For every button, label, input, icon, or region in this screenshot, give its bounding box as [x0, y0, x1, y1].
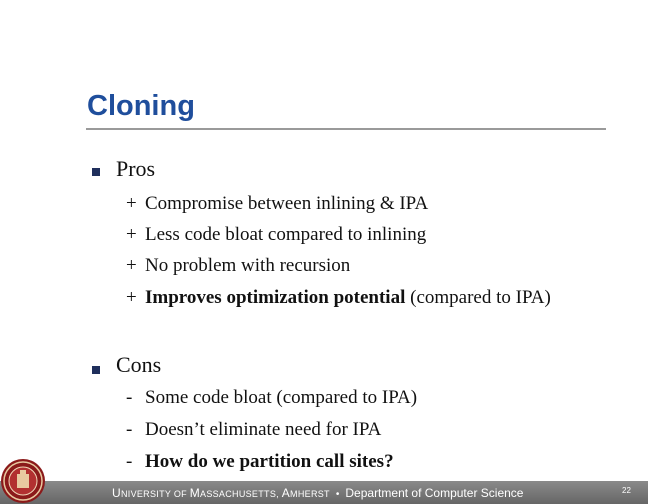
slide-title: Cloning [87, 90, 195, 122]
pros-item: + No problem with recursion [126, 255, 351, 276]
page-number: 22 [622, 486, 631, 495]
plus-marker: + [126, 255, 137, 276]
cons-item: - Doesn’t eliminate need for IPA [126, 419, 382, 440]
footer-text [112, 485, 523, 503]
minus-marker: - [126, 419, 133, 440]
pros-item: + Improves optimization potential (compared to IPA) [126, 287, 551, 308]
minus-marker: - [126, 387, 133, 408]
cons-bullet [92, 366, 100, 374]
university-seal-icon [0, 452, 50, 504]
footer-separator: • [335, 489, 340, 500]
pros-item: + Less code bloat compared to inlining [126, 224, 427, 245]
plus-marker: + [126, 287, 137, 308]
cons-item: - How do we partition call sites? [126, 451, 394, 472]
department-name: Department of Computer Science [345, 486, 524, 500]
pros-label: Pros [116, 156, 156, 181]
pros-item: + Compromise between inlining & IPA [126, 193, 429, 214]
plus-marker: + [126, 224, 137, 245]
title-divider [86, 128, 606, 130]
cons-item: - Some code bloat (compared to IPA) [126, 387, 418, 408]
university-name: UNIVERSITY OF MASSACHUSETTS, AMHERST [112, 486, 330, 500]
plus-marker: + [126, 193, 137, 214]
pros-bullet [92, 168, 100, 176]
minus-marker: - [126, 451, 133, 472]
cons-label: Cons [116, 352, 162, 377]
